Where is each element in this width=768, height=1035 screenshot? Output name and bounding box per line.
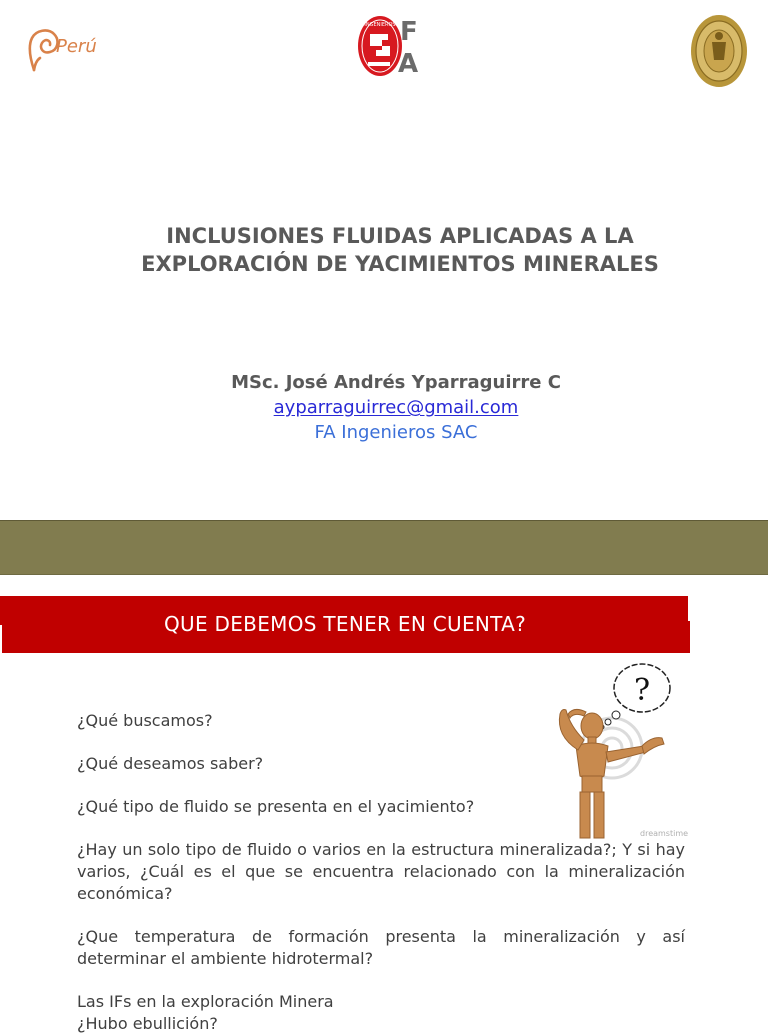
author-name: MSc. José Andrés Yparraguirre C — [231, 372, 561, 393]
presentation-title — [0, 222, 768, 278]
question-item: ¿Qué tipo de fluido se presenta en el yacimiento? — [77, 797, 475, 816]
banner-notch-right — [688, 596, 690, 621]
questions-slide — [0, 575, 768, 1033]
peru-brand-logo — [26, 24, 116, 74]
question-item: ¿Qué buscamos? — [77, 711, 213, 730]
question-item: Las IFs en la exploración Minera — [77, 992, 334, 1011]
question-mark-icon: ? — [633, 673, 651, 708]
question-item: ¿Hay un solo tipo de fluido o varios en la estructura mineralizada?; Y si hay varios, ¿Cuál es el que se encuentra relacionado con la mineralización económica? — [77, 840, 685, 903]
author-email-link[interactable]: ayparraguirrec@gmail.com — [273, 397, 519, 418]
svg-text:Perú: Perú — [56, 36, 97, 57]
question-item: ¿Que temperatura de formación presenta la mineralización y así determinar el ambiente hidrotermal? — [77, 927, 685, 968]
svg-text:F: F — [400, 17, 418, 47]
svg-text:INGENIEROS: INGENIEROS — [364, 22, 396, 28]
question-item: ¿Qué deseamos saber? — [77, 754, 264, 773]
confused-mannequin-illustration — [520, 660, 706, 840]
fa-ingenieros-logo — [356, 12, 430, 78]
banner-notch-left — [0, 625, 2, 654]
question-item: ¿Hubo ebullición? — [77, 1014, 218, 1033]
title-line-1: INCLUSIONES FLUIDAS APLICADAS A LA — [166, 224, 634, 248]
section-banner: QUE DEBEMOS TENER EN CUENTA? — [0, 596, 690, 653]
company-name: FA Ingenieros SAC — [314, 422, 478, 443]
university-seal-logo — [690, 14, 748, 88]
title-line-2: EXPLORACIÓN DE YACIMIENTOS MINERALES — [141, 252, 659, 276]
slide-divider-band — [0, 520, 768, 575]
svg-text:A: A — [398, 49, 419, 78]
watermark-text: dreamstime — [640, 829, 689, 838]
